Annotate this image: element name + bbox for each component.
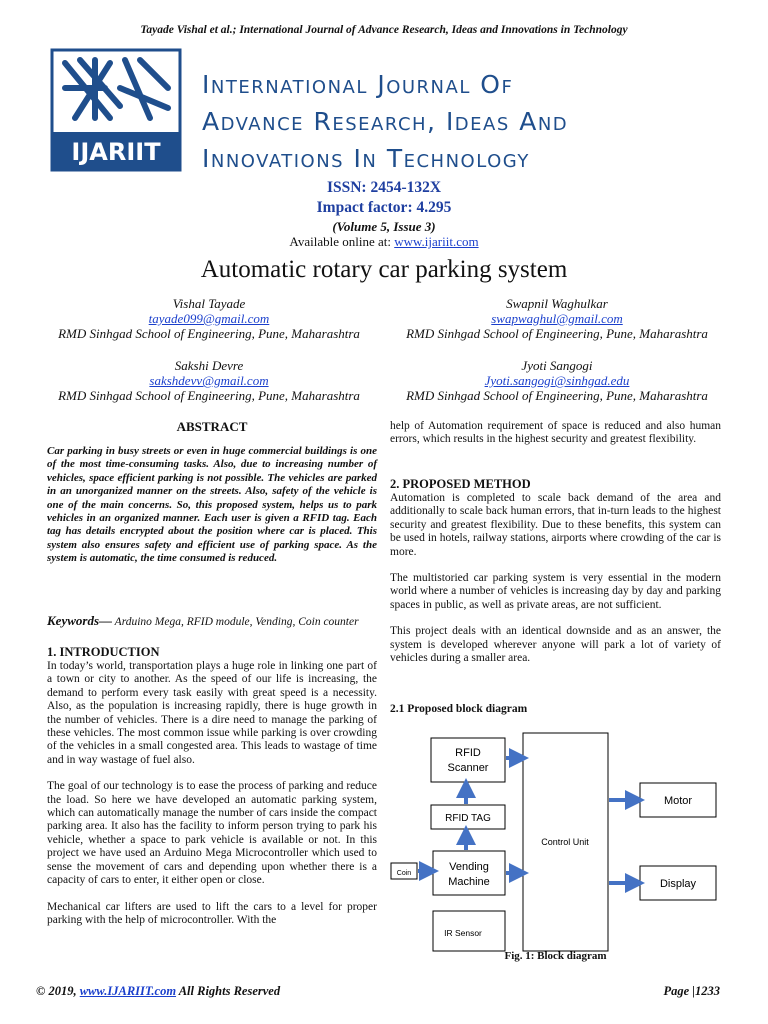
author-name: Sakshi Devre (174, 358, 244, 373)
page-number: Page |1233 (663, 984, 720, 998)
author-email[interactable]: swapwaghul@gmail.com (491, 311, 623, 326)
coin-label: Coin (396, 870, 412, 877)
vending-machine-box (433, 851, 505, 895)
author-affiliation: RMD Sinhgad School of Engineering, Pune, Maharashtra (58, 326, 360, 341)
author-affiliation: RMD Sinhgad School of Engineering, Pune, Maharashtra (406, 326, 708, 341)
rfid-scanner-label: Scanner (447, 762, 489, 774)
paragraph: In today’s world, transportation plays a huge role in linking one part of a town or city to another. As the speed of our life is increasing, the demand to perform every task easily with great speed is a necessity. Also, as the population is increasing rapidly, there is huge growth in the number of vehicles. There is a dire need to manage the parking of these vehicles. The most common issue while parking is over crowding of the vehicles in a small congested area. This leads to wastage of time and in way wastage of fuel also. (47, 660, 377, 766)
footer-link[interactable]: www.IJARIIT.com (79, 984, 177, 998)
logo-text: IJARIIT (71, 138, 161, 166)
figure-caption: Fig. 1: Block diagram (504, 950, 607, 962)
author-block (29, 296, 389, 341)
author-affiliation: RMD Sinhgad School of Engineering, Pune, Maharashtra (406, 388, 708, 403)
author-block (29, 358, 389, 403)
available-online (0, 234, 768, 250)
author-email[interactable]: tayade099@gmail.com (148, 311, 270, 326)
block-diagram-subheading: 2.1 Proposed block diagram (390, 703, 528, 715)
copyright-prefix: © 2019, (36, 984, 80, 998)
rfid-scanner-label: RFID (455, 747, 481, 759)
author-block (377, 358, 737, 403)
paragraph: The goal of our technology is to ease the process of parking and reduce the load. So here we have developed an automatic parking system, which can automatically manage the number of cars inside the compact parking area. It also has the facility to inform person trying to park his vehicle, whether a space to park vehicle is available or not. In this project we have used an Arduino Mega Microcontroller which used to sense the movement of cars and depending upon whether there is a capacity of cars to enter, it either open or close. (47, 780, 377, 887)
paragraph: Automation is completed to scale back demand of the area and additionally to scale back human errors, that in-turn leads to the highest security and greatest flexibility. Due to these benefits, this system can be used in hotels, railway stations, airports where crowding of the car is more. (390, 492, 721, 558)
author-name: Swapnil Waghulkar (506, 296, 608, 311)
journal-logo (50, 48, 182, 172)
proposed-heading: 2. PROPOSED METHOD (390, 477, 531, 491)
volume-issue: (Volume 5, Issue 3) (332, 219, 436, 234)
paper-title: Automatic rotary car parking system (200, 256, 568, 283)
author-name: Jyoti Sangogi (521, 358, 593, 373)
footer-copyright (36, 984, 280, 999)
journal-name-line: Innovations In Technology (202, 144, 530, 173)
keywords-label: Keywords— (47, 613, 112, 628)
copyright-suffix: All Rights Reserved (176, 984, 281, 998)
impact-factor: Impact factor: 4.295 (316, 199, 452, 216)
proposed-body (390, 492, 721, 678)
block-diagram (390, 725, 721, 955)
author-email[interactable]: Jyoti.sangogi@sinhgad.edu (484, 373, 630, 388)
abstract-text: Car parking in busy streets or even in huge commercial buildings is one of the most time-consuming tasks. Also, due to increasing number of vehicles, space efficient parking is not possible. The vehicles are parked in an unorganized manner on the streets. Also, safety of the vehicle is one of the main concerns. So, this proposed system, helps us to park vehicles in an organized manner. Each user is given a RFID tag. Each tag has details encrypted about the position where car is placed. This system also ensures safety and efficient use of parking space. As the system is automatic, the time consumed is reduced. (47, 445, 377, 565)
paragraph: Mechanical car lifters are used to lift the cars to a level for proper parking with the help of microcontroller. With the (47, 900, 377, 926)
running-head: Tayade Vishal et al.; International Journal of Advance Research, Ideas and Innovations in Technology (140, 24, 628, 36)
intro-heading: 1. INTRODUCTION (47, 645, 160, 659)
paragraph: The multistoried car parking system is very essential in the modern world where a number of vehicles is increasing day by day and parking spaces in public, as well as private areas, are not sufficient. (390, 572, 721, 611)
author-name: Vishal Tayade (172, 296, 246, 311)
journal-name (202, 66, 568, 177)
journal-name-line: Advance Research, Ideas And (202, 107, 569, 136)
intro-body (47, 660, 377, 927)
available-prefix: Available online at: (289, 234, 395, 249)
right-continuation: help of Automation requirement of space is reduced and also human errors, which results in the highest security and greatest flexibility. (390, 420, 721, 446)
author-block (377, 296, 737, 341)
journal-name-line: International Journal Of (202, 70, 514, 99)
paragraph: This project deals with an identical downside and as an answer, the system is developed wherever anyone will park a lot of variety of vehicles during a smaller area. (390, 625, 721, 665)
keywords-text: Arduino Mega, RFID module, Vending, Coin counter (112, 616, 359, 628)
issn: ISSN: 2454-132X (326, 179, 442, 196)
rfid-tag-label: RFID TAG (445, 813, 491, 824)
vending-machine-label: Vending (449, 861, 489, 873)
author-email[interactable]: sakshdevv@gmail.com (149, 373, 269, 388)
rfid-scanner-box (431, 738, 505, 782)
display-label: Display (659, 878, 697, 890)
vending-machine-label: Machine (448, 876, 490, 888)
keywords (47, 614, 377, 629)
control-unit-label: Control Unit (541, 837, 589, 847)
journal-link[interactable]: www.ijariit.com (394, 234, 479, 249)
abstract-heading: ABSTRACT (176, 419, 248, 434)
motor-label: Motor (663, 795, 693, 807)
ir-sensor-label: IR Sensor (444, 928, 482, 938)
author-affiliation: RMD Sinhgad School of Engineering, Pune, Maharashtra (58, 388, 360, 403)
